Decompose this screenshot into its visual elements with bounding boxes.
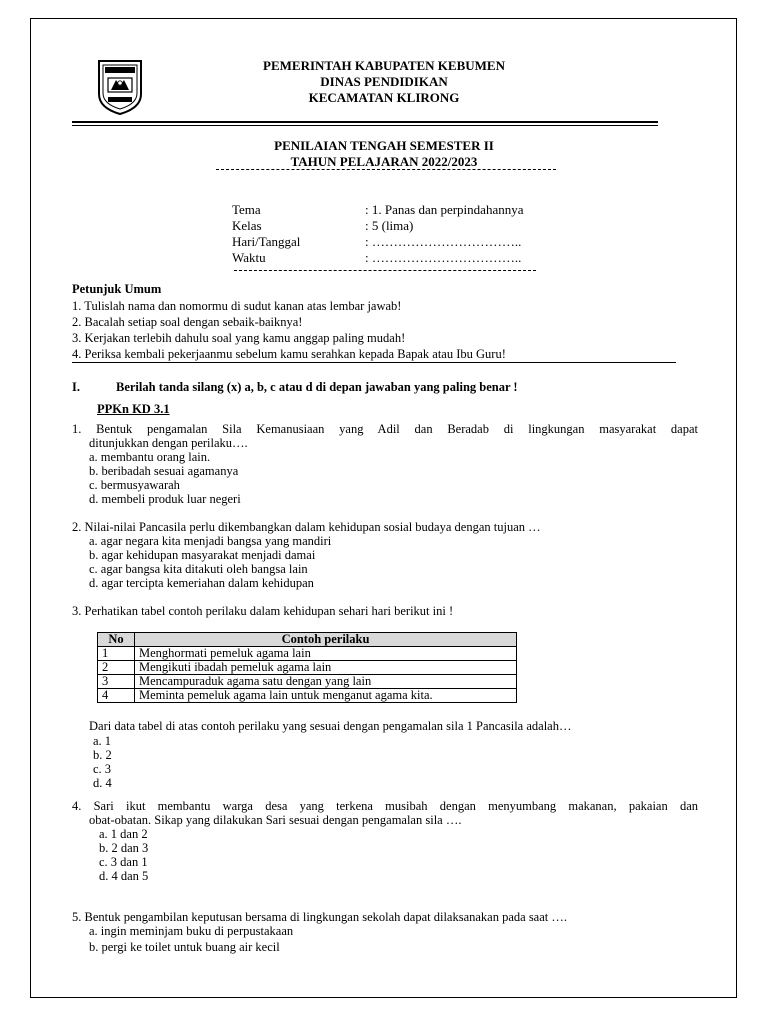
question-3-option: b. 2 <box>93 748 112 762</box>
question-4-option: d. 4 dan 5 <box>99 869 149 883</box>
question-1-line-2: ditunjukkan dengan perilaku…. <box>89 436 248 450</box>
subject-heading: PPKn KD 3.1 <box>97 402 170 416</box>
question-4-text <box>72 799 698 813</box>
question-1-option: b. beribadah sesuai agamanya <box>89 464 239 478</box>
question-4-option: a. 1 dan 2 <box>99 827 148 841</box>
table-cell-behavior: Mencampuraduk agama satu dengan yang lain <box>135 675 517 689</box>
info-label-hari: Hari/Tanggal <box>232 234 301 249</box>
table-cell-no: 3 <box>98 675 135 689</box>
question-2-option: b. agar kehidupan masyarakat menjadi damai <box>89 548 316 562</box>
question-1-option: d. membeli produk luar negeri <box>89 492 241 506</box>
table-cell-behavior: Menghormati pemeluk agama lain <box>135 647 517 661</box>
petunjuk-item: 3. Kerjakan terlebih dahulu soal yang kamu anggap paling mudah! <box>72 331 406 345</box>
info-label-waktu: Waktu <box>232 250 266 265</box>
table-row <box>98 647 517 661</box>
info-label-kelas: Kelas <box>232 218 262 233</box>
title-dashed-rule <box>216 169 556 170</box>
table-cell-no: 2 <box>98 661 135 675</box>
table-row <box>98 689 517 703</box>
kebumen-emblem-icon <box>96 58 144 116</box>
question-4-line-2: obat-obatan. Sikap yang dilakukan Sari sesuai dengan pengamalan sila …. <box>89 813 462 827</box>
table-header-row <box>98 633 517 647</box>
question-3-option: a. 1 <box>93 734 112 748</box>
header-line-2: DINAS PENDIDIKAN <box>320 74 448 89</box>
petunjuk-item: 1. Tulislah nama dan nomormu di sudut kanan atas lembar jawab! <box>72 299 402 313</box>
info-value-waktu: : …………………………….. <box>365 250 522 265</box>
question-3-followup: Dari data tabel di atas contoh perilaku yang sesuai dengan pengamalan sila 1 Pancasila adalah… <box>89 719 572 733</box>
question-5-text: 5. Bentuk pengambilan keputusan bersama di lingkungan sekolah dapat dilaksanakan pada saat …. <box>72 910 568 924</box>
question-1-option: c. bermusyawarah <box>89 478 180 492</box>
petunjuk-item: 2. Bacalah setiap soal dengan sebaik-baiknya! <box>72 315 303 329</box>
question-1-text <box>72 422 698 436</box>
question-3-option: c. 3 <box>93 762 112 776</box>
question-4-option: c. 3 dan 1 <box>99 855 148 869</box>
table-cell-behavior: Meminta pemeluk agama lain untuk menganut agama kita. <box>135 689 517 703</box>
table-header-no: No <box>98 633 135 647</box>
info-value-tema: : 1. Panas dan perpindahannya <box>365 202 524 217</box>
info-value-hari: : …………………………….. <box>365 234 522 249</box>
header-rule-thick <box>72 121 658 123</box>
question-4-option: b. 2 dan 3 <box>99 841 149 855</box>
table-row <box>98 675 517 689</box>
question-5-option: b. pergi ke toilet untuk buang air kecil <box>89 940 280 954</box>
info-label-tema: Tema <box>232 202 261 217</box>
question-2-option: c. agar bangsa kita ditakuti oleh bangsa lain <box>89 562 308 576</box>
question-3-text: 3. Perhatikan tabel contoh perilaku dalam kehidupan sehari hari berikut ini ! <box>72 604 454 618</box>
question-3-option: d. 4 <box>93 776 112 790</box>
petunjuk-item: 4. Periksa kembali pekerjaanmu sebelum kamu serahkan kepada Bapak atau Ibu Guru! <box>72 347 506 361</box>
question-5-option: a. ingin meminjam buku di perpustakaan <box>89 924 294 938</box>
section-number: I. <box>72 380 80 394</box>
question-4-line-1: 4. Sari ikut membantu warga desa yang terkena musibah dengan menyumbang makanan, pakaian dan <box>72 799 698 813</box>
table-cell-no: 1 <box>98 647 135 661</box>
header-line-3: KECAMATAN KLIRONG <box>308 90 460 105</box>
table-cell-no: 4 <box>98 689 135 703</box>
question-2-option: d. agar tercipta kemeriahan dalam kehidupan <box>89 576 314 590</box>
question-1-line-1: 1. Bentuk pengamalan Sila Kemanusiaan yang Adil dan Beradab di lingkungan masyarakat dapat <box>72 422 698 436</box>
header-line-1: PEMERINTAH KABUPATEN KEBUMEN <box>263 58 505 73</box>
table-cell-behavior: Mengikuti ibadah pemeluk agama lain <box>135 661 517 675</box>
section-instruction: Berilah tanda silang (x) a, b, c atau d di depan jawaban yang paling benar ! <box>116 380 518 394</box>
question-2-text: 2. Nilai-nilai Pancasila perlu dikembangkan dalam kehidupan sosial budaya dengan tujuan … <box>72 520 541 534</box>
question-1-option: a. membantu orang lain. <box>89 450 211 464</box>
header-rule-thin <box>72 125 658 126</box>
petunjuk-rule <box>72 362 676 363</box>
table-row <box>98 661 517 675</box>
petunjuk-heading: Petunjuk Umum <box>72 282 162 296</box>
exam-year: TAHUN PELAJARAN 2022/2023 <box>290 154 478 169</box>
info-dashed-rule <box>234 270 536 271</box>
table-header-behavior: Contoh perilaku <box>135 633 517 647</box>
behavior-table <box>97 632 517 703</box>
question-2-option: a. agar negara kita menjadi bangsa yang mandiri <box>89 534 332 548</box>
exam-title: PENILAIAN TENGAH SEMESTER II <box>274 138 494 153</box>
info-value-kelas: : 5 (lima) <box>365 218 414 233</box>
